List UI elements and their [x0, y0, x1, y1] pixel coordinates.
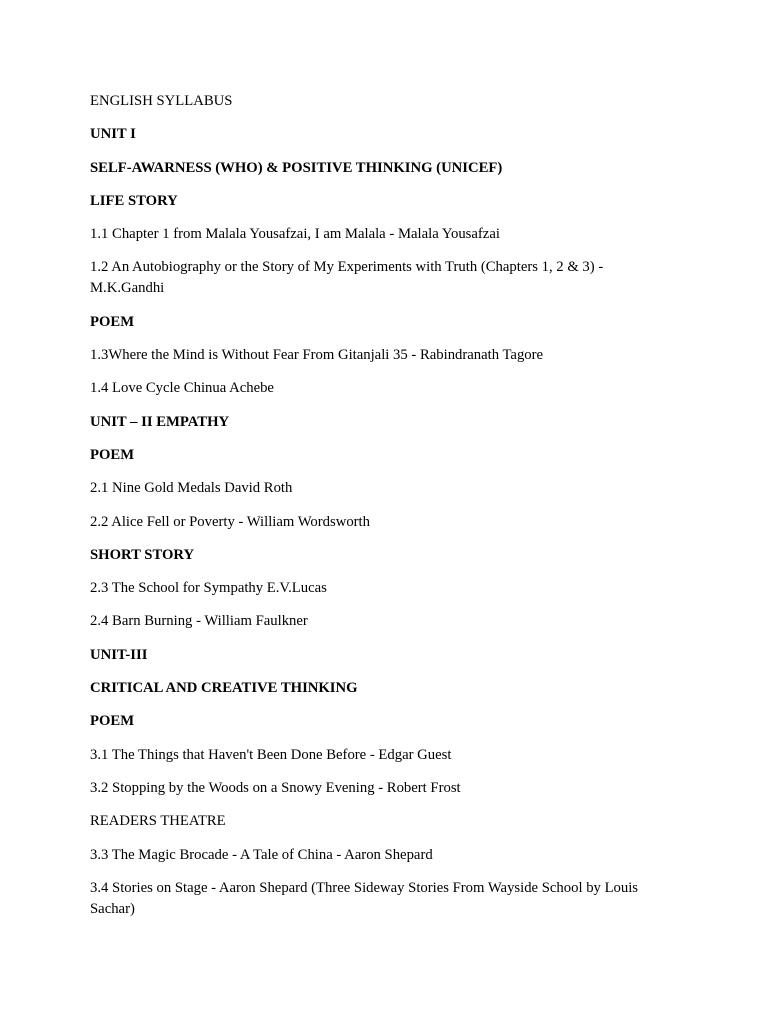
syllabus-item: 2.1 Nine Gold Medals David Roth	[90, 480, 293, 497]
syllabus-item: 3.1 The Things that Haven't Been Done Before - Edgar Guest	[90, 746, 452, 763]
syllabus-item: 1.2 An Autobiography or the Story of My Experiments with Truth (Chapters 1, 2 & 3) - M.K.Gandhi	[90, 259, 604, 297]
unit-heading: UNIT-III	[90, 646, 148, 663]
syllabus-item: 1.4 Love Cycle Chinua Achebe	[90, 380, 274, 397]
unit-heading: UNIT – II EMPATHY	[90, 413, 230, 430]
syllabus-item: 1.1 Chapter 1 from Malala Yousafzai, I am Malala - Malala Yousafzai	[90, 226, 500, 243]
section-heading: SHORT STORY	[90, 546, 195, 563]
syllabus-item: 2.4 Barn Burning - William Faulkner	[90, 613, 308, 630]
section-heading: POEM	[90, 446, 135, 463]
document-title: ENGLISH SYLLABUS	[90, 93, 233, 109]
unit-heading: UNIT I	[90, 126, 136, 143]
syllabus-item: 2.3 The School for Sympathy E.V.Lucas	[90, 580, 327, 597]
syllabus-item: 3.3 The Magic Brocade - A Tale of China - Aaron Shepard	[90, 846, 433, 863]
syllabus-item: 3.2 Stopping by the Woods on a Snowy Evening - Robert Frost	[90, 779, 461, 796]
syllabus-item: 1.3Where the Mind is Without Fear From Gitanjali 35 - Rabindranath Tagore	[90, 347, 544, 364]
section-heading: LIFE STORY	[90, 192, 178, 209]
document-body	[90, 91, 675, 932]
syllabus-item: 2.2 Alice Fell or Poverty - William Wordsworth	[90, 513, 370, 530]
unit-theme-heading: SELF-AWARNESS (WHO) & POSITIVE THINKING (UNICEF)	[90, 159, 503, 176]
section-heading: READERS THEATRE	[90, 813, 226, 830]
section-heading: POEM	[90, 313, 135, 330]
section-heading: POEM	[90, 713, 135, 730]
syllabus-item: 3.4 Stories on Stage - Aaron Shepard (Three Sideway Stories From Wayside School by Louis Sachar)	[90, 879, 639, 917]
unit-theme-heading: CRITICAL AND CREATIVE THINKING	[90, 680, 358, 697]
